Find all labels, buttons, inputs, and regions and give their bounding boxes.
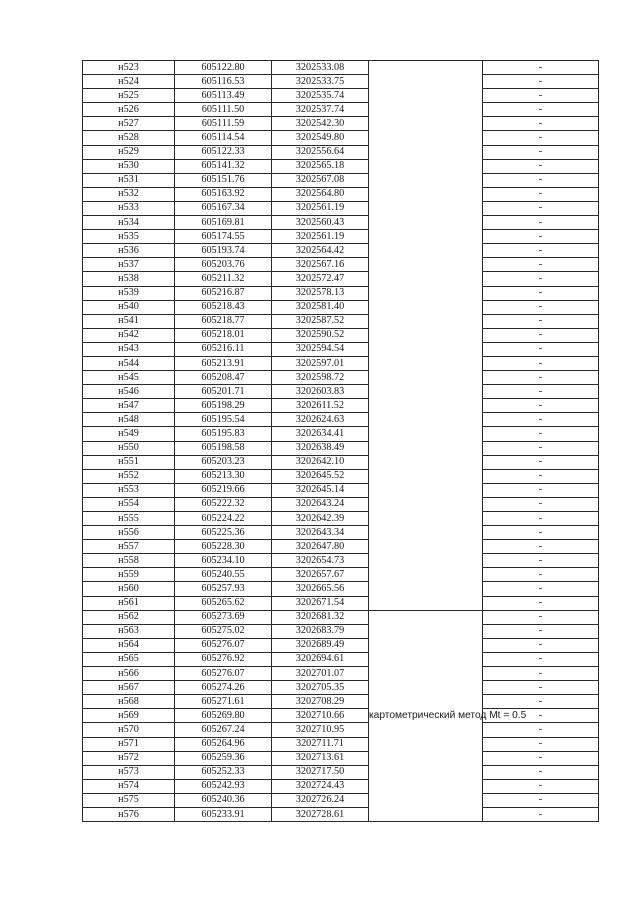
point-name-cell: н571 (83, 737, 175, 751)
coordinates-table-body (83, 61, 599, 822)
y-coordinate-cell: 3202642.39 (272, 512, 369, 526)
x-coordinate-cell: 605228.30 (175, 540, 272, 554)
y-coordinate-cell: 3202590.52 (272, 328, 369, 342)
coordinates-table (82, 60, 599, 822)
x-coordinate-cell: 605233.91 (175, 807, 272, 821)
point-name-cell: н572 (83, 751, 175, 765)
point-name-cell: н538 (83, 272, 175, 286)
y-coordinate-cell: 3202561.19 (272, 230, 369, 244)
x-coordinate-cell: 605216.11 (175, 342, 272, 356)
table-row (83, 258, 599, 272)
point-name-cell: н545 (83, 371, 175, 385)
table-row (83, 568, 599, 582)
y-coordinate-cell: 3202564.80 (272, 187, 369, 201)
table-row (83, 751, 599, 765)
table-row (83, 230, 599, 244)
table-row (83, 371, 599, 385)
y-coordinate-cell: 3202711.71 (272, 737, 369, 751)
note-cell: - (483, 568, 599, 582)
x-coordinate-cell: 605274.26 (175, 681, 272, 695)
y-coordinate-cell: 3202564.42 (272, 244, 369, 258)
x-coordinate-cell: 605276.92 (175, 652, 272, 666)
point-name-cell: н566 (83, 667, 175, 681)
table-row (83, 356, 599, 370)
x-coordinate-cell: 605269.80 (175, 709, 272, 723)
point-name-cell: н550 (83, 441, 175, 455)
table-row (83, 765, 599, 779)
x-coordinate-cell: 605195.54 (175, 413, 272, 427)
y-coordinate-cell: 3202624.63 (272, 413, 369, 427)
note-cell: - (483, 793, 599, 807)
note-cell: - (483, 512, 599, 526)
y-coordinate-cell: 3202572.47 (272, 272, 369, 286)
note-cell: - (483, 371, 599, 385)
point-name-cell: н537 (83, 258, 175, 272)
note-cell: - (483, 779, 599, 793)
y-coordinate-cell: 3202705.35 (272, 681, 369, 695)
table-row (83, 61, 599, 75)
table-row (83, 624, 599, 638)
x-coordinate-cell: 605222.32 (175, 497, 272, 511)
point-name-cell: н526 (83, 103, 175, 117)
table-row (83, 455, 599, 469)
note-cell: - (483, 216, 599, 230)
point-name-cell: н548 (83, 413, 175, 427)
y-coordinate-cell: 3202724.43 (272, 779, 369, 793)
point-name-cell: н565 (83, 652, 175, 666)
note-cell: - (483, 582, 599, 596)
x-coordinate-cell: 605276.07 (175, 667, 272, 681)
table-row (83, 173, 599, 187)
table-row (83, 385, 599, 399)
y-coordinate-cell: 3202567.16 (272, 258, 369, 272)
note-cell: - (483, 652, 599, 666)
point-name-cell: н562 (83, 610, 175, 624)
x-coordinate-cell: 605218.43 (175, 300, 272, 314)
y-coordinate-cell: 3202728.61 (272, 807, 369, 821)
x-coordinate-cell: 605203.23 (175, 455, 272, 469)
note-cell: - (483, 427, 599, 441)
point-name-cell: н535 (83, 230, 175, 244)
x-coordinate-cell: 605151.76 (175, 173, 272, 187)
x-coordinate-cell: 605163.92 (175, 187, 272, 201)
x-coordinate-cell: 605198.29 (175, 399, 272, 413)
x-coordinate-cell: 605242.93 (175, 779, 272, 793)
x-coordinate-cell: 605169.81 (175, 216, 272, 230)
note-cell: - (483, 624, 599, 638)
table-row (83, 159, 599, 173)
y-coordinate-cell: 3202567.08 (272, 173, 369, 187)
point-name-cell: н540 (83, 300, 175, 314)
x-coordinate-cell: 605195.83 (175, 427, 272, 441)
point-name-cell: н536 (83, 244, 175, 258)
note-cell: - (483, 667, 599, 681)
note-cell: - (483, 230, 599, 244)
x-coordinate-cell: 605203.76 (175, 258, 272, 272)
point-name-cell: н543 (83, 342, 175, 356)
note-cell: - (483, 187, 599, 201)
y-coordinate-cell: 3202708.29 (272, 695, 369, 709)
y-coordinate-cell: 3202642.10 (272, 455, 369, 469)
x-coordinate-cell: 605208.47 (175, 371, 272, 385)
point-name-cell: н552 (83, 469, 175, 483)
table-row (83, 596, 599, 610)
x-coordinate-cell: 605276.07 (175, 638, 272, 652)
x-coordinate-cell: 605273.69 (175, 610, 272, 624)
table-row (83, 483, 599, 497)
x-coordinate-cell: 605218.01 (175, 328, 272, 342)
y-coordinate-cell: 3202634.41 (272, 427, 369, 441)
x-coordinate-cell: 605257.93 (175, 582, 272, 596)
y-coordinate-cell: 3202611.52 (272, 399, 369, 413)
note-cell: - (483, 497, 599, 511)
y-coordinate-cell: 3202643.24 (272, 497, 369, 511)
table-row (83, 342, 599, 356)
table-row (83, 681, 599, 695)
method-cell-empty (369, 61, 483, 611)
note-cell: - (483, 61, 599, 75)
x-coordinate-cell: 605275.02 (175, 624, 272, 638)
point-name-cell: н533 (83, 201, 175, 215)
y-coordinate-cell: 3202598.72 (272, 371, 369, 385)
note-cell: - (483, 385, 599, 399)
point-name-cell: н555 (83, 512, 175, 526)
y-coordinate-cell: 3202533.75 (272, 75, 369, 89)
table-row (83, 512, 599, 526)
y-coordinate-cell: 3202587.52 (272, 314, 369, 328)
x-coordinate-cell: 605234.10 (175, 554, 272, 568)
note-cell: - (483, 483, 599, 497)
table-row (83, 807, 599, 821)
note-cell: - (483, 103, 599, 117)
y-coordinate-cell: 3202535.74 (272, 89, 369, 103)
note-cell: - (483, 328, 599, 342)
x-coordinate-cell: 605167.34 (175, 201, 272, 215)
point-name-cell: н531 (83, 173, 175, 187)
x-coordinate-cell: 605224.22 (175, 512, 272, 526)
point-name-cell: н568 (83, 695, 175, 709)
table-row (83, 244, 599, 258)
point-name-cell: н532 (83, 187, 175, 201)
note-cell: - (483, 413, 599, 427)
note-cell: - (483, 540, 599, 554)
y-coordinate-cell: 3202533.08 (272, 61, 369, 75)
table-row (83, 737, 599, 751)
point-name-cell: н544 (83, 356, 175, 370)
note-cell: - (483, 300, 599, 314)
note-cell: - (483, 610, 599, 624)
x-coordinate-cell: 605211.32 (175, 272, 272, 286)
note-cell: - (483, 441, 599, 455)
y-coordinate-cell: 3202597.01 (272, 356, 369, 370)
x-coordinate-cell: 605114.54 (175, 131, 272, 145)
table-row (83, 314, 599, 328)
x-coordinate-cell: 605111.50 (175, 103, 272, 117)
y-coordinate-cell: 3202537.74 (272, 103, 369, 117)
note-cell: - (483, 807, 599, 821)
y-coordinate-cell: 3202645.52 (272, 469, 369, 483)
note-cell: - (483, 356, 599, 370)
method-cell: картометрический метод Mt = 0.5 (369, 610, 483, 821)
table-row (83, 695, 599, 709)
note-cell: - (483, 455, 599, 469)
y-coordinate-cell: 3202726.24 (272, 793, 369, 807)
table-row (83, 187, 599, 201)
x-coordinate-cell: 605122.33 (175, 145, 272, 159)
x-coordinate-cell: 605265.62 (175, 596, 272, 610)
note-cell: - (483, 765, 599, 779)
note-cell: - (483, 89, 599, 103)
x-coordinate-cell: 605271.61 (175, 695, 272, 709)
x-coordinate-cell: 605193.74 (175, 244, 272, 258)
table-row (83, 540, 599, 554)
point-name-cell: н564 (83, 638, 175, 652)
x-coordinate-cell: 605113.49 (175, 89, 272, 103)
table-row (83, 441, 599, 455)
x-coordinate-cell: 605259.36 (175, 751, 272, 765)
point-name-cell: н559 (83, 568, 175, 582)
note-cell: - (483, 342, 599, 356)
y-coordinate-cell: 3202594.54 (272, 342, 369, 356)
x-coordinate-cell: 605122.80 (175, 61, 272, 75)
table-row (83, 497, 599, 511)
y-coordinate-cell: 3202561.19 (272, 201, 369, 215)
y-coordinate-cell: 3202713.61 (272, 751, 369, 765)
y-coordinate-cell: 3202578.13 (272, 286, 369, 300)
table-row (83, 201, 599, 215)
note-cell: - (483, 201, 599, 215)
table-row (83, 286, 599, 300)
point-name-cell: н551 (83, 455, 175, 469)
y-coordinate-cell: 3202665.56 (272, 582, 369, 596)
table-row (83, 216, 599, 230)
table-row (83, 427, 599, 441)
y-coordinate-cell: 3202710.95 (272, 723, 369, 737)
point-name-cell: н527 (83, 117, 175, 131)
y-coordinate-cell: 3202581.40 (272, 300, 369, 314)
note-cell: - (483, 117, 599, 131)
y-coordinate-cell: 3202710.66 (272, 709, 369, 723)
table-row (83, 131, 599, 145)
note-cell: - (483, 145, 599, 159)
note-cell: - (483, 75, 599, 89)
x-coordinate-cell: 605116.53 (175, 75, 272, 89)
note-cell: - (483, 244, 599, 258)
point-name-cell: н523 (83, 61, 175, 75)
y-coordinate-cell: 3202717.50 (272, 765, 369, 779)
point-name-cell: н546 (83, 385, 175, 399)
note-cell: - (483, 159, 599, 173)
x-coordinate-cell: 605240.36 (175, 793, 272, 807)
point-name-cell: н524 (83, 75, 175, 89)
y-coordinate-cell: 3202654.73 (272, 554, 369, 568)
table-row (83, 667, 599, 681)
table-row (83, 779, 599, 793)
point-name-cell: н539 (83, 286, 175, 300)
y-coordinate-cell: 3202689.49 (272, 638, 369, 652)
y-coordinate-cell: 3202694.61 (272, 652, 369, 666)
x-coordinate-cell: 605201.71 (175, 385, 272, 399)
note-cell: - (483, 723, 599, 737)
note-cell: - (483, 695, 599, 709)
point-name-cell: н529 (83, 145, 175, 159)
table-row (83, 103, 599, 117)
y-coordinate-cell: 3202681.32 (272, 610, 369, 624)
note-cell: - (483, 272, 599, 286)
table-row (83, 526, 599, 540)
point-name-cell: н569 (83, 709, 175, 723)
table-row (83, 300, 599, 314)
y-coordinate-cell: 3202603.83 (272, 385, 369, 399)
table-row (83, 469, 599, 483)
table-row (83, 652, 599, 666)
point-name-cell: н556 (83, 526, 175, 540)
point-name-cell: н530 (83, 159, 175, 173)
note-cell: - (483, 131, 599, 145)
x-coordinate-cell: 605111.59 (175, 117, 272, 131)
x-coordinate-cell: 605225.36 (175, 526, 272, 540)
y-coordinate-cell: 3202556.64 (272, 145, 369, 159)
point-name-cell: н574 (83, 779, 175, 793)
table-row (83, 793, 599, 807)
note-cell: - (483, 173, 599, 187)
table-row (83, 328, 599, 342)
table-row (83, 638, 599, 652)
note-cell: - (483, 737, 599, 751)
y-coordinate-cell: 3202549.80 (272, 131, 369, 145)
y-coordinate-cell: 3202542.30 (272, 117, 369, 131)
y-coordinate-cell: 3202683.79 (272, 624, 369, 638)
note-cell: - (483, 596, 599, 610)
y-coordinate-cell: 3202645.14 (272, 483, 369, 497)
y-coordinate-cell: 3202638.49 (272, 441, 369, 455)
x-coordinate-cell: 605267.24 (175, 723, 272, 737)
table-row (83, 723, 599, 737)
note-cell: - (483, 469, 599, 483)
point-name-cell: н567 (83, 681, 175, 695)
note-cell: - (483, 399, 599, 413)
y-coordinate-cell: 3202701.07 (272, 667, 369, 681)
x-coordinate-cell: 605264.96 (175, 737, 272, 751)
x-coordinate-cell: 605213.30 (175, 469, 272, 483)
y-coordinate-cell: 3202671.54 (272, 596, 369, 610)
point-name-cell: н561 (83, 596, 175, 610)
point-name-cell: н573 (83, 765, 175, 779)
point-name-cell: н575 (83, 793, 175, 807)
point-name-cell: н554 (83, 497, 175, 511)
note-cell: - (483, 709, 599, 723)
point-name-cell: н541 (83, 314, 175, 328)
point-name-cell: н549 (83, 427, 175, 441)
x-coordinate-cell: 605218.77 (175, 314, 272, 328)
table-row (83, 399, 599, 413)
table-row (83, 145, 599, 159)
note-cell: - (483, 314, 599, 328)
x-coordinate-cell: 605219.66 (175, 483, 272, 497)
note-cell: - (483, 554, 599, 568)
x-coordinate-cell: 605240.55 (175, 568, 272, 582)
point-name-cell: н553 (83, 483, 175, 497)
table-row (83, 582, 599, 596)
point-name-cell: н547 (83, 399, 175, 413)
note-cell: - (483, 681, 599, 695)
x-coordinate-cell: 605141.32 (175, 159, 272, 173)
note-cell: - (483, 258, 599, 272)
y-coordinate-cell: 3202643.34 (272, 526, 369, 540)
y-coordinate-cell: 3202565.18 (272, 159, 369, 173)
point-name-cell: н528 (83, 131, 175, 145)
table-row (83, 413, 599, 427)
note-cell: - (483, 638, 599, 652)
point-name-cell: н542 (83, 328, 175, 342)
table-row (83, 117, 599, 131)
point-name-cell: н560 (83, 582, 175, 596)
note-cell: - (483, 751, 599, 765)
y-coordinate-cell: 3202657.67 (272, 568, 369, 582)
point-name-cell: н557 (83, 540, 175, 554)
point-name-cell: н570 (83, 723, 175, 737)
y-coordinate-cell: 3202560.43 (272, 216, 369, 230)
table-row (83, 554, 599, 568)
x-coordinate-cell: 605213.91 (175, 356, 272, 370)
table-row (83, 610, 599, 624)
note-cell: - (483, 526, 599, 540)
x-coordinate-cell: 605198.58 (175, 441, 272, 455)
point-name-cell: н576 (83, 807, 175, 821)
x-coordinate-cell: 605216.87 (175, 286, 272, 300)
table-row (83, 89, 599, 103)
point-name-cell: н525 (83, 89, 175, 103)
point-name-cell: н563 (83, 624, 175, 638)
point-name-cell: н558 (83, 554, 175, 568)
table-row (83, 75, 599, 89)
y-coordinate-cell: 3202647.80 (272, 540, 369, 554)
x-coordinate-cell: 605252.33 (175, 765, 272, 779)
point-name-cell: н534 (83, 216, 175, 230)
table-row (83, 272, 599, 286)
x-coordinate-cell: 605174.55 (175, 230, 272, 244)
note-cell: - (483, 286, 599, 300)
